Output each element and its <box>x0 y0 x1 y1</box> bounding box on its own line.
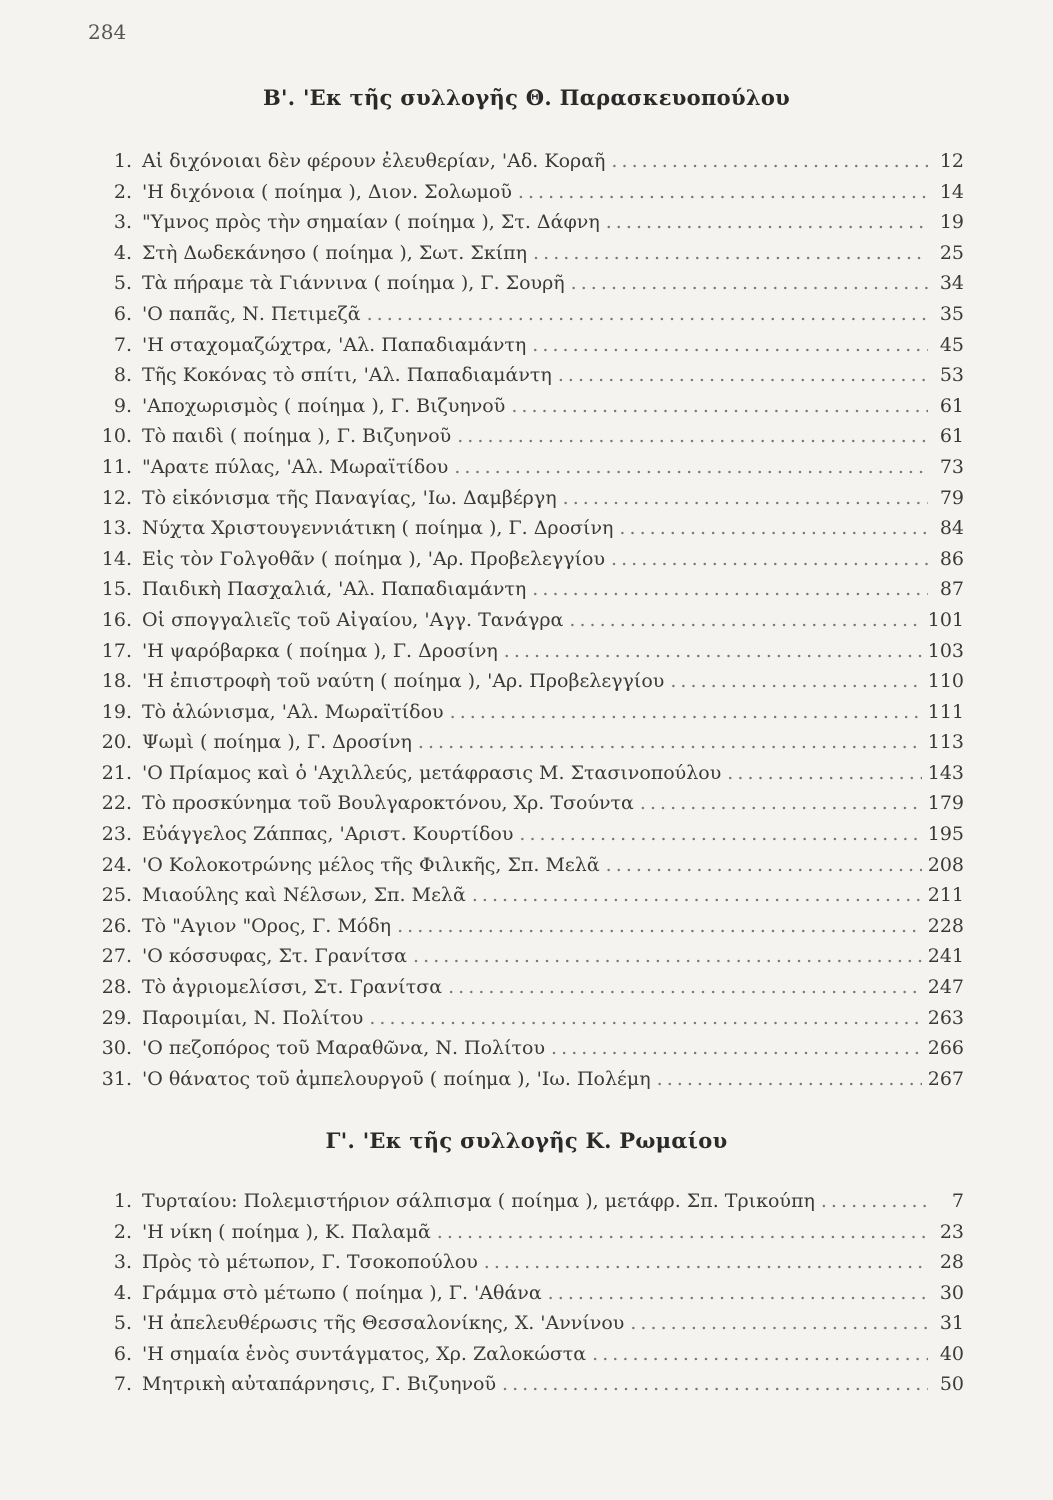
toc-entry <box>88 911 964 942</box>
dot-leader <box>518 177 928 208</box>
toc-entry-page: 208 <box>927 853 964 876</box>
section-c-toc <box>88 1186 964 1400</box>
section-b-title: Β'. 'Εκ τῆς συλλογῆς Θ. Παρασκευοπούλου <box>262 85 791 110</box>
dot-leader <box>630 1308 928 1339</box>
toc-entry-number: 4. <box>113 241 132 264</box>
toc-entry <box>88 819 964 850</box>
toc-entry-page: 31 <box>939 1312 964 1334</box>
dot-leader <box>606 207 928 238</box>
toc-entry-title: 'Ο Πρίαμος καὶ ὁ 'Αχιλλεύς, μετάφρασις Μ. Στασινοπούλου <box>142 761 722 784</box>
toc-entry-title: Οἱ σπογγαλιεῖς τοῦ Αἰγαίου, 'Αγγ. Τανάγρα <box>142 608 564 631</box>
toc-entry-page: 113 <box>927 731 964 754</box>
toc-entry-number: 19. <box>101 700 132 723</box>
toc-entry-number: 1. <box>113 150 132 172</box>
toc-entry-title: Ψωμὶ ( ποίημα ), Γ. Δροσίνη <box>142 731 412 754</box>
toc-entry-title: Μητρικὴ αὐταπάρνησις, Γ. Βιζυηνοῦ <box>142 1373 496 1395</box>
dot-leader <box>619 513 928 544</box>
section-b-toc <box>88 146 964 1094</box>
dot-leader <box>519 819 921 850</box>
toc-entry-title: Στὴ Δωδεκάνησο ( ποίημα ), Σωτ. Σκίπη <box>142 241 528 264</box>
toc-entry-number: 21. <box>101 761 132 784</box>
toc-entry-title: 'Ο πεζοπόρος τοῦ Μαραθῶνα, Ν. Πολίτου <box>142 1037 546 1060</box>
dot-leader <box>640 788 922 819</box>
toc-entry-title: "Υμνος πρὸς τὴν σημαίαν ( ποίημα ), Στ. Δάφνη <box>142 211 600 234</box>
toc-entry-number: 18. <box>101 670 132 693</box>
toc-entry-number: 8. <box>113 364 132 387</box>
toc-entry-number: 3. <box>113 211 132 234</box>
toc-entry-number: 24. <box>101 853 132 876</box>
dot-leader <box>563 483 928 514</box>
dot-leader <box>657 1064 922 1095</box>
toc-entry-page: 12 <box>939 150 964 172</box>
toc-entry-page: 228 <box>927 914 964 937</box>
toc-entry-page: 111 <box>927 700 964 723</box>
toc-entry-page: 101 <box>927 608 964 631</box>
toc-entry-page: 241 <box>927 945 964 968</box>
toc-entry <box>88 1217 964 1248</box>
dot-leader <box>484 1247 928 1278</box>
toc-entry-page: 19 <box>939 211 964 234</box>
toc-entry <box>88 788 964 819</box>
toc-entry-page: 87 <box>939 578 964 601</box>
toc-entry-title: 'Αποχωρισμὸς ( ποίημα ), Γ. Βιζυηνοῦ <box>142 394 506 417</box>
toc-entry <box>88 1186 964 1217</box>
toc-entry <box>88 666 964 697</box>
dot-leader <box>533 238 928 269</box>
toc-entry-number: 2. <box>113 180 132 203</box>
toc-entry-page: 30 <box>939 1281 964 1304</box>
dot-leader <box>450 697 922 728</box>
dot-leader <box>532 574 928 605</box>
toc-entry <box>88 299 964 330</box>
toc-entry-page: 195 <box>927 823 964 846</box>
toc-entry <box>88 1278 964 1309</box>
toc-entry-number: 26. <box>101 914 132 937</box>
dot-leader <box>502 1369 928 1400</box>
toc-entry-title: Αἱ διχόνοιαι δὲν φέρουν ἐλευθερίαν, 'Αδ. Κοραῆ <box>142 150 606 172</box>
toc-entry <box>88 268 964 299</box>
toc-entry-number: 16. <box>101 608 132 631</box>
page-number: 284 <box>88 20 127 44</box>
toc-entry <box>88 697 964 728</box>
toc-entry-number: 2. <box>113 1220 132 1243</box>
toc-entry-title: Παιδικὴ Πασχαλιά, 'Αλ. Παπαδιαμάντη <box>142 578 527 601</box>
toc-entry-page: 45 <box>939 333 964 356</box>
dot-leader <box>571 268 928 299</box>
toc-entry <box>88 636 964 667</box>
toc-entry-number: 17. <box>101 639 132 662</box>
toc-entry-page: 28 <box>939 1251 964 1273</box>
toc-entry-title: 'Ο Κολοκοτρώνης μέλος τῆς Φιλικῆς, Σπ. Μελᾶ <box>142 853 600 876</box>
toc-entry-page: 179 <box>927 792 964 815</box>
section-c-title: Γ'. 'Εκ τῆς συλλογῆς Κ. Ρωμαίου <box>325 1128 728 1153</box>
toc-entry-number: 3. <box>113 1251 132 1273</box>
dot-leader <box>670 666 921 697</box>
toc-entry-page: 79 <box>939 486 964 509</box>
dot-leader <box>727 758 921 789</box>
toc-entry-page: 23 <box>939 1220 964 1243</box>
toc-entry <box>88 1308 964 1339</box>
toc-entry-page: 14 <box>939 180 964 203</box>
dot-leader <box>413 941 922 972</box>
toc-entry-page: 247 <box>927 976 964 999</box>
toc-entry <box>88 972 964 1003</box>
toc-entry-number: 12. <box>101 486 132 509</box>
toc-entry <box>88 1247 964 1278</box>
toc-entry <box>88 177 964 208</box>
dot-leader <box>592 1339 928 1370</box>
dot-leader <box>369 1003 921 1034</box>
toc-entry <box>88 1064 964 1095</box>
toc-entry-title: Εὐάγγελος Ζάππας, 'Αριστ. Κουρτίδου <box>142 823 514 846</box>
dot-leader <box>448 972 922 1003</box>
toc-entry-page: 40 <box>939 1342 964 1365</box>
toc-entry-title: "Αρατε πύλας, 'Αλ. Μωραϊτίδου <box>142 455 449 478</box>
dot-leader <box>532 330 928 361</box>
toc-entry-page: 110 <box>927 670 964 693</box>
toc-entry-number: 27. <box>101 945 132 968</box>
toc-entry-title: Τυρταίου: Πολεμιστήριον σάλπισμα ( ποίημα ), μετάφρ. Σπ. Τρικούπη <box>142 1190 815 1212</box>
dot-leader <box>457 421 928 452</box>
toc-entry <box>88 880 964 911</box>
toc-entry-number: 10. <box>101 425 132 448</box>
toc-entry <box>88 758 964 789</box>
toc-entry <box>88 1003 964 1034</box>
toc-entry-number: 6. <box>113 1342 132 1365</box>
toc-entry-title: 'Ο θάνατος τοῦ ἀμπελουργοῦ ( ποίημα ), 'Ιω. Πολέμη <box>142 1067 651 1090</box>
toc-entry-page: 211 <box>927 884 964 907</box>
toc-entry <box>88 544 964 575</box>
dot-leader <box>548 1278 928 1309</box>
toc-entry <box>88 513 964 544</box>
dot-leader <box>511 391 928 422</box>
toc-entry-number: 22. <box>101 792 132 815</box>
toc-entry-page: 50 <box>939 1373 964 1395</box>
toc-entry <box>88 1033 964 1064</box>
toc-entry <box>88 330 964 361</box>
toc-entry <box>88 605 964 636</box>
toc-entry-number: 31. <box>101 1067 132 1090</box>
dot-leader <box>504 636 922 667</box>
toc-entry-number: 13. <box>101 517 132 540</box>
dot-leader <box>397 911 922 942</box>
toc-entry-title: Τὸ "Αγιον "Ορος, Γ. Μόδη <box>142 914 392 937</box>
dot-leader <box>569 605 921 636</box>
dot-leader <box>418 727 922 758</box>
toc-entry <box>88 850 964 881</box>
toc-entry-page: 103 <box>927 639 964 662</box>
toc-entry-number: 7. <box>113 333 132 356</box>
toc-entry-number: 4. <box>113 1281 132 1304</box>
toc-entry-title: Τὸ ἁλώνισμα, 'Αλ. Μωραϊτίδου <box>142 700 444 723</box>
toc-entry-title: Τὰ πήραμε τὰ Γιάννινα ( ποίημα ), Γ. Σουρῆ <box>142 272 565 295</box>
toc-entry-title: 'Η σημαία ἑνὸς συντάγματος, Χρ. Ζαλοκώστα <box>142 1342 587 1365</box>
toc-entry <box>88 452 964 483</box>
toc-entry <box>88 574 964 605</box>
toc-entry <box>88 727 964 758</box>
dot-leader <box>472 880 922 911</box>
toc-entry-number: 7. <box>113 1373 132 1395</box>
toc-entry <box>88 421 964 452</box>
toc-entry-page: 267 <box>927 1067 964 1090</box>
toc-entry-title: Τὸ εἰκόνισμα τῆς Παναγίας, 'Ιω. Δαμβέργη <box>142 486 557 509</box>
dot-leader <box>454 452 928 483</box>
toc-entry-title: 'Η ἐπιστροφὴ τοῦ ναύτη ( ποίημα ), 'Αρ. Προβελεγγίου <box>142 670 665 693</box>
toc-entry-title: 'Η διχόνοια ( ποίημα ), Διον. Σολωμοῦ <box>142 180 512 203</box>
toc-entry-number: 14. <box>101 547 132 570</box>
dot-leader <box>551 1033 922 1064</box>
toc-entry-title: 'Η σταχομαζώχτρα, 'Αλ. Παπαδιαμάντη <box>142 333 527 356</box>
toc-entry-page: 53 <box>939 364 964 387</box>
toc-entry-number: 6. <box>113 302 132 325</box>
toc-entry-number: 23. <box>101 823 132 846</box>
toc-entry-title: 'Η ἀπελευθέρωσις τῆς Θεσσαλονίκης, Χ. 'Αννίνου <box>142 1312 625 1334</box>
toc-entry-title: Τὸ προσκύνημα τοῦ Βουλγαροκτόνου, Χρ. Τσούντα <box>142 792 634 815</box>
toc-entry-page: 84 <box>939 517 964 540</box>
toc-entry <box>88 146 964 177</box>
dot-leader <box>558 360 928 391</box>
toc-entry-page: 7 <box>951 1190 964 1212</box>
dot-leader <box>821 1186 928 1217</box>
toc-entry <box>88 207 964 238</box>
toc-entry-number: 5. <box>113 272 132 295</box>
toc-entry-page: 263 <box>927 1006 964 1029</box>
toc-entry-title: Νύχτα Χριστουγεννιάτικη ( ποίημα ), Γ. Δροσίνη <box>142 517 614 540</box>
toc-entry-page: 61 <box>939 425 964 448</box>
dot-leader <box>437 1217 928 1248</box>
toc-entry <box>88 941 964 972</box>
toc-entry <box>88 238 964 269</box>
toc-entry-page: 34 <box>939 272 964 295</box>
toc-entry <box>88 1339 964 1370</box>
toc-entry-page: 143 <box>927 761 964 784</box>
toc-entry <box>88 391 964 422</box>
toc-entry-title: Γράμμα στὸ μέτωπο ( ποίημα ), Γ. 'Αθάνα <box>142 1281 542 1304</box>
toc-entry-page: 61 <box>939 394 964 417</box>
toc-entry-number: 11. <box>101 455 132 478</box>
dot-leader <box>611 544 928 575</box>
toc-entry-page: 25 <box>939 241 964 264</box>
toc-entry-title: 'Η νίκη ( ποίημα ), Κ. Παλαμᾶ <box>142 1220 431 1243</box>
toc-entry-number: 28. <box>101 976 132 999</box>
toc-entry-title: Τὸ ἀγριομελίσσι, Στ. Γρανίτσα <box>142 976 443 999</box>
toc-entry-page: 266 <box>927 1037 964 1060</box>
dot-leader <box>367 299 928 330</box>
toc-entry <box>88 1369 964 1400</box>
toc-entry-number: 15. <box>101 578 132 601</box>
toc-entry-title: 'Ο κόσσυφας, Στ. Γρανίτσα <box>142 945 408 968</box>
dot-leader <box>606 850 922 881</box>
toc-entry-number: 25. <box>101 884 132 907</box>
toc-entry-page: 86 <box>939 547 964 570</box>
toc-entry-title: Τῆς Κοκόνας τὸ σπίτι, 'Αλ. Παπαδιαμάντη <box>142 364 552 387</box>
toc-entry-number: 20. <box>101 731 132 754</box>
toc-entry-number: 9. <box>113 394 132 417</box>
toc-entry-number: 30. <box>101 1037 132 1060</box>
toc-entry-page: 35 <box>939 302 964 325</box>
toc-entry-title: Τὸ παιδὶ ( ποίημα ), Γ. Βιζυηνοῦ <box>142 425 452 448</box>
dot-leader <box>611 146 928 177</box>
toc-entry-title: Μιαούλης καὶ Νέλσων, Σπ. Μελᾶ <box>142 884 466 907</box>
toc-entry-title: Παροιμίαι, Ν. Πολίτου <box>142 1006 364 1029</box>
toc-entry-title: Πρὸς τὸ μέτωπον, Γ. Τσοκοπούλου <box>142 1251 478 1273</box>
toc-entry <box>88 483 964 514</box>
toc-entry-title: Εἰς τὸν Γολγοθᾶν ( ποίημα ), 'Αρ. Προβελεγγίου <box>142 547 606 570</box>
toc-entry-page: 73 <box>939 455 964 478</box>
toc-entry-title: 'Ο παπᾶς, Ν. Πετιμεζᾶ <box>142 302 361 325</box>
toc-entry-title: 'Η ψαρόβαρκα ( ποίημα ), Γ. Δροσίνη <box>142 639 498 662</box>
toc-entry <box>88 360 964 391</box>
toc-entry-number: 29. <box>101 1006 132 1029</box>
toc-entry-number: 1. <box>113 1190 132 1212</box>
toc-entry-number: 5. <box>113 1312 132 1334</box>
